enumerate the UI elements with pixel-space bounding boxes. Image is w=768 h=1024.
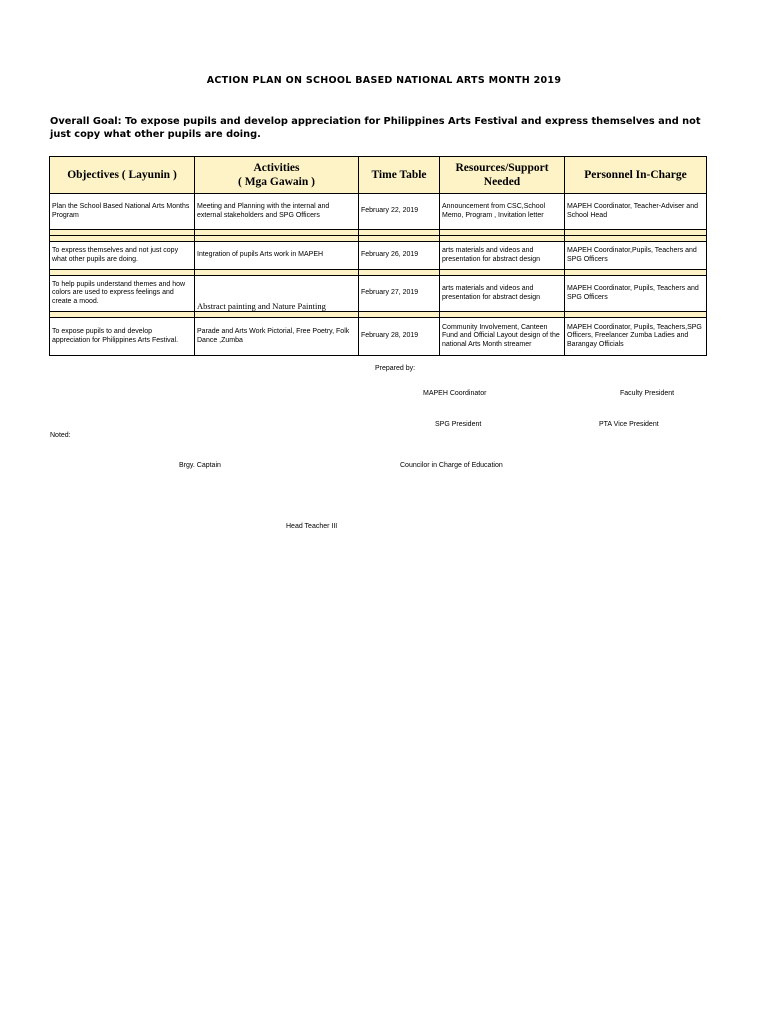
table-row (50, 276, 707, 312)
mapeh-coordinator-signatory: MAPEH Coordinator (423, 390, 487, 397)
table-row (50, 242, 707, 270)
personnel-cell: MAPEH Coordinator, Pupils, Teachers,SPG Officers, Freelancer Zumba Ladies and Barangay Officials (565, 318, 707, 356)
faculty-president-signatory: Faculty President (620, 390, 675, 397)
header-activities (195, 157, 359, 194)
activity-cell: Meeting and Planning with the internal and external stakeholders and SPG Officers (195, 194, 359, 230)
councilor-signatory: Councilor in Charge of Education (400, 462, 503, 469)
date-cell: February 28, 2019 (359, 318, 440, 356)
action-plan-table (49, 156, 707, 356)
table-header-row (50, 157, 707, 194)
header-activities-line1: Activities (253, 162, 300, 174)
header-personnel: Personnel In-Charge (565, 157, 707, 194)
objective-cell: To express themselves and not just copy what other pupils are doing. (50, 242, 195, 270)
personnel-cell: MAPEH Coordinator, Pupils, Teachers and SPG Officers (565, 276, 707, 312)
noted-label: Noted: (50, 432, 71, 439)
spg-president-signatory: SPG President (435, 421, 482, 428)
resources-cell: Announcement from CSC,School Memo, Program , Invitation letter (440, 194, 565, 230)
objective-cell: Plan the School Based National Arts Months Program (50, 194, 195, 230)
resources-cell: Community Involvement, Canteen Fund and Official Layout design of the national Arts Month streamer (440, 318, 565, 356)
header-timetable: Time Table (359, 157, 440, 194)
table-row (50, 194, 707, 230)
activity-cell: Parade and Arts Work Pictorial, Free Poetry, Folk Dance ,Zumba (195, 318, 359, 356)
date-cell: February 27, 2019 (359, 276, 440, 312)
overall-goal: Overall Goal: To expose pupils and develop appreciation for Philippines Arts Festival and express themselves and not just copy what other pupils are doing. (50, 116, 701, 140)
objective-cell: To expose pupils to and develop appreciation for Philippines Arts Festival. (50, 318, 195, 356)
personnel-cell: MAPEH Coordinator,Pupils, Teachers and SPG Officers (565, 242, 707, 270)
resources-cell: arts materials and videos and presentation for abstract design (440, 276, 565, 312)
personnel-cell: MAPEH Coordinator, Teacher-Adviser and School Head (565, 194, 707, 230)
prepared-by-label: Prepared by: (375, 365, 416, 372)
activity-cell: Integration of pupils Arts work in MAPEH (195, 242, 359, 270)
header-objectives: Objectives ( Layunin ) (50, 157, 195, 194)
document-title: ACTION PLAN ON SCHOOL BASED NATIONAL ARTS MONTH 2019 (206, 75, 562, 86)
head-teacher-signatory: Head Teacher III (286, 523, 338, 530)
date-cell: February 22, 2019 (359, 194, 440, 230)
activity-cell: Abstract painting and Nature Painting (195, 276, 359, 312)
pta-vice-president-signatory: PTA Vice President (599, 421, 659, 428)
date-cell: February 26, 2019 (359, 242, 440, 270)
objective-cell: To help pupils understand themes and how colors are used to express feelings and create a mood. (50, 276, 195, 312)
header-resources: Resources/Support Needed (440, 157, 565, 194)
table-row (50, 318, 707, 356)
brgy-captain-signatory: Brgy. Captain (179, 462, 221, 469)
header-activities-line2: ( Mga Gawain ) (238, 176, 315, 188)
resources-cell: arts materials and videos and presentation for abstract design (440, 242, 565, 270)
